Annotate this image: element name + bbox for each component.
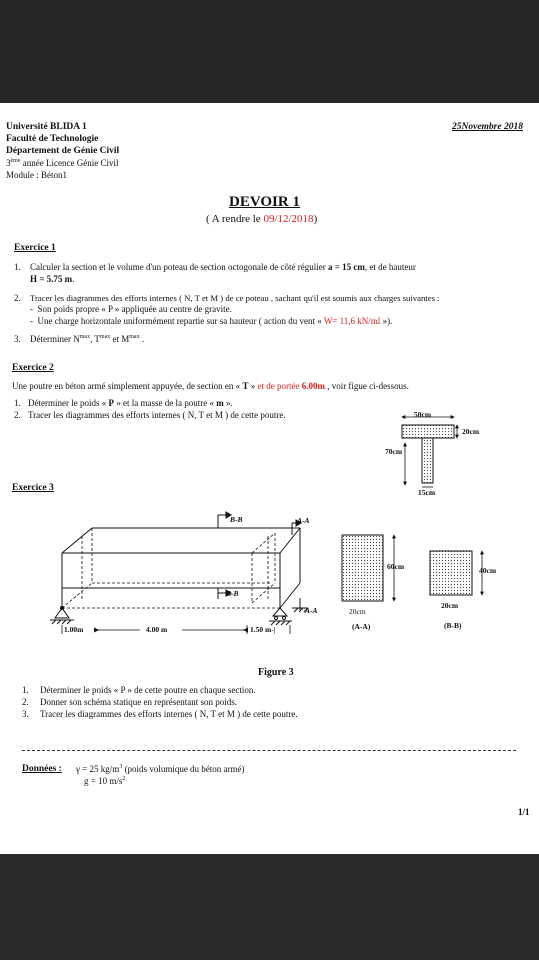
ex3-q3-text: Tracer les diagrammes des efforts internes ( N, T et M ) de cette poutre. [40, 709, 298, 719]
dim-70cm: 70cm [385, 447, 403, 456]
ex3-q3-number: 3. [22, 709, 29, 719]
department-name: Département de Génie Civil [6, 146, 120, 156]
span-1m: 1.00m [64, 625, 84, 634]
ex1-q1-line2: H = 5.75 m. [30, 274, 75, 284]
faculty-name: Faculté de Technologie [6, 134, 99, 144]
ex1-q2-line1: Tracer les diagrammes des efforts internes ( N, T et M ) de ce poteau , sachant qu'il est soumis aux charges suivantes : [30, 293, 440, 303]
header-date: 25Novembre 2018 [452, 122, 523, 132]
top-dark-bar [0, 0, 539, 103]
ex3-q2-text: Donner son schéma statique en représentant son poids. [40, 697, 237, 707]
due-date-line: ( A rendre le 09/12/2018) [206, 213, 318, 225]
page-number: 1/1 [518, 807, 530, 817]
exercise-3-heading: Exercice 3 [12, 483, 54, 493]
ex3-q1-number: 1. [22, 685, 29, 695]
ex1-q2-bullet2: - Une charge horizontale uniformément repartie sur sa hauteur ( action du vent « W= 11,6 kN/ml »). [30, 316, 393, 326]
ex1-q1-number: 1. [14, 262, 21, 272]
ex1-q2-bullet1: - Son poids propre « P » appliquée au centre de gravite. [30, 304, 232, 314]
exercise-1-heading: Exercice 1 [14, 243, 56, 253]
label-bb-bottom: B-B [226, 589, 239, 598]
university-name: Université BLIDA 1 [6, 122, 87, 132]
secB-label: (B-B) [444, 621, 462, 630]
data-gamma: γ = 25 $kg/m^3$ (poids volumique du béton armé) [76, 764, 245, 774]
bottom-dark-bar [0, 854, 539, 960]
figure-3-caption: Figure 3 [258, 667, 294, 678]
year-line: 3ème année Licence Génie Civil [6, 158, 119, 168]
dim-15cm: 15cm [418, 488, 436, 497]
exercise-2-heading: Exercice 2 [12, 363, 54, 373]
secA-label: (A-A) [352, 622, 371, 631]
dim-20cm-flange: 20cm [462, 427, 480, 436]
span-4m: 4.00 m [146, 625, 168, 634]
ex2-q1-text: Déterminer le poids « P » et la masse de la poutre « m ». [28, 398, 233, 408]
ex2-q2-text: Tracer les diagrammes des efforts internes ( N, T et M ) de cette poutre. [28, 410, 286, 420]
separator-line [22, 750, 516, 751]
ex3-q2-number: 2. [22, 697, 29, 707]
secA-height: 60cm [387, 562, 405, 571]
label-aa-bottom: A-A [305, 606, 318, 615]
ex1-q3-text: Déterminer $N^{max}$, $T^{max}$ et $M^{max}$ . [30, 334, 145, 344]
label-aa-top: A-A [297, 516, 310, 525]
ex2-intro: Une poutre en béton armé simplement appuyée, de section en « T » et de portée 6.00m , voir figue ci-dessous. [12, 381, 409, 391]
span-1-5m: 1.50 m-| [250, 625, 276, 634]
data-g: g = 10 $m/s^2$ [84, 776, 126, 786]
ex1-q2-number: 2. [14, 293, 21, 303]
data-label: Données : [22, 764, 62, 774]
secA-width: 20cm [349, 607, 366, 616]
ex3-q1-text: Déterminer le poids « P » de cette poutre en chaque section. [40, 685, 256, 695]
dim-50cm: 50cm [414, 410, 432, 419]
ex1-q1-line1: Calculer la section et le volume d'un poteau de section octogonale de côté régulier a = 15 cm, et de hauteur [30, 262, 416, 272]
page-title: DEVOIR 1 [229, 194, 300, 210]
secB-width: 20cm [441, 601, 459, 610]
module-line: Module : Béton1 [6, 170, 67, 180]
label-bb-top: B-B [230, 515, 243, 524]
ex1-q3-number: 3. [14, 334, 21, 344]
ex2-q2-number: 2. [14, 410, 21, 420]
cross-sections-figure [0, 103, 539, 854]
secB-height: 40cm [479, 566, 497, 575]
document-page [0, 103, 539, 854]
ex2-q1-number: 1. [14, 398, 21, 408]
